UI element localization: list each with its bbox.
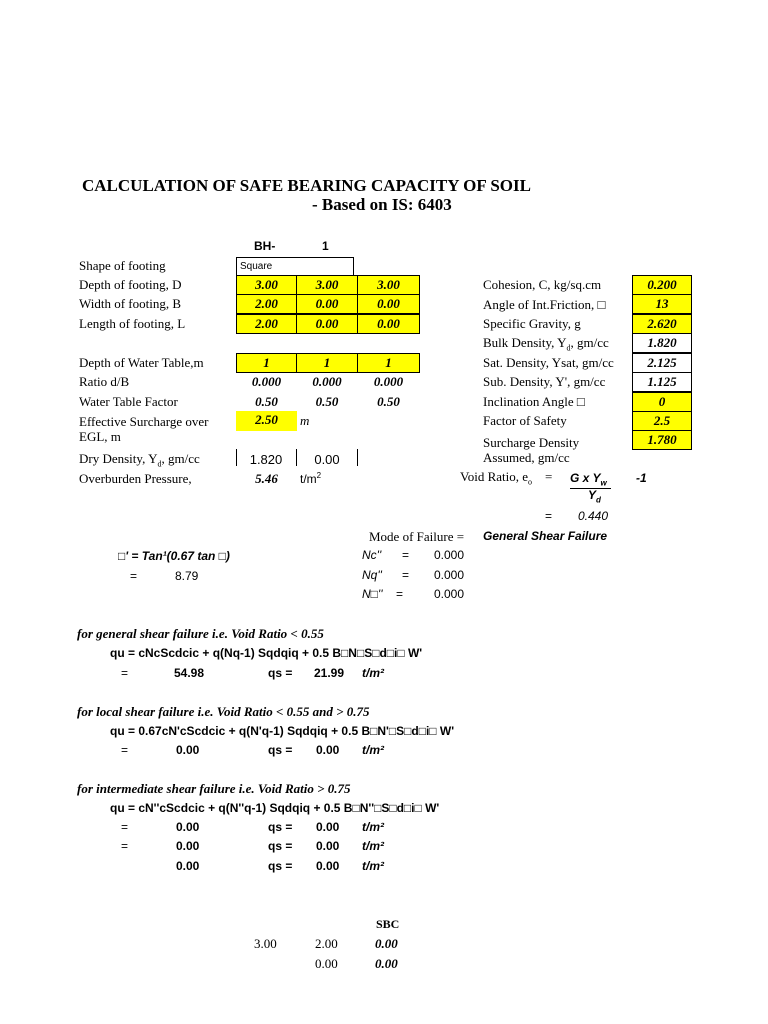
ratio-value-3: 0.000	[373, 374, 404, 389]
depth-cell-1[interactable]: 3.00	[236, 275, 297, 295]
width-cell-3[interactable]: 0.00	[357, 294, 420, 314]
phi-eq-sign: =	[130, 569, 138, 583]
general-unit: t/m²	[362, 666, 384, 680]
dry-density-label: Dry Density, $Y_d$, gm/cc	[79, 451, 200, 469]
intermediate-row2-qs-label: qs =	[268, 839, 293, 853]
cohesion-cell[interactable]: 0.200	[632, 275, 692, 295]
ratio-value-2: 0.000	[312, 374, 342, 389]
local-qu: 0.00	[176, 743, 200, 757]
page-subtitle: - Based on IS: 6403	[312, 195, 452, 214]
local-qs-label: qs =	[268, 743, 293, 757]
general-formula: qu = cNcScdcic + q(Nq-1) Sqdqiq + 0.5 B□N□S□d□i□ W'	[110, 646, 423, 660]
incl-cell[interactable]: 0	[632, 392, 692, 412]
bh-label: BH-	[254, 239, 276, 253]
intermediate-row2-eq: =	[121, 839, 129, 853]
width-cell-2[interactable]: 0.00	[296, 294, 358, 314]
sbc-row1-width: 2.00	[315, 936, 338, 951]
wt-depth-cell-3[interactable]: 1	[357, 353, 420, 373]
sd-label-line2: Assumed, gm/cc	[483, 450, 570, 465]
void-eq: =	[545, 469, 553, 484]
length-cell-1[interactable]: 2.00	[236, 314, 297, 334]
factor-nc-value: 0.000	[434, 548, 465, 562]
intermediate-row3-qs: 0.00	[316, 859, 340, 873]
intermediate-heading: for intermediate shear failure i.e. Void Ratio > 0.75	[77, 781, 351, 796]
intermediate-row1-eq: =	[121, 820, 129, 834]
local-qs: 0.00	[316, 743, 340, 757]
friction-cell[interactable]: 13	[632, 294, 692, 314]
void-numerator: G x $Y_w$	[570, 471, 611, 489]
incl-label: Inclination Angle □	[483, 394, 585, 409]
surcharge-label-line1: Effective Surcharge over	[79, 414, 209, 429]
intermediate-row2-qu: 0.00	[176, 839, 200, 853]
overburden-unit: $t/m^2$	[300, 471, 322, 486]
general-qu: 54.98	[174, 666, 205, 680]
ratio-value-1: 0.000	[251, 374, 282, 389]
mode-value: General Shear Failure	[483, 529, 608, 543]
dry-density-value-2: 0.00	[314, 452, 340, 467]
intermediate-row1-qs: 0.00	[316, 820, 340, 834]
length-cell-3[interactable]: 0.00	[357, 314, 420, 334]
cohesion-label: Cohesion, C, kg/sq.cm	[483, 277, 602, 292]
bh-value: 1	[322, 239, 329, 253]
shape-label: Shape of footing	[79, 258, 166, 273]
sbc-header: SBC	[376, 917, 400, 931]
wtf-label: Water Table Factor	[79, 394, 178, 409]
depth-cell-3[interactable]: 3.00	[357, 275, 420, 295]
factor-ng-value: 0.000	[434, 587, 465, 601]
general-qs: 21.99	[314, 666, 345, 680]
sbc-row2-value: 0.00	[375, 956, 398, 971]
phi-equation: □' = Tan¹(0.67 tan □)	[118, 549, 230, 563]
sbc-row1-value: 0.00	[375, 936, 398, 951]
depth-cell-2[interactable]: 3.00	[296, 275, 358, 295]
factor-nq-eq: =	[402, 568, 410, 582]
intermediate-row1-qs-label: qs =	[268, 820, 293, 834]
void-label: Void Ratio, $e_o$	[460, 469, 533, 487]
sat-cell: 2.125	[632, 353, 692, 373]
sat-label: Sat. Density, Ysat, gm/cc	[483, 355, 614, 370]
sbc-row2-width: 0.00	[315, 956, 338, 971]
ratio-label: Ratio d/B	[79, 374, 130, 389]
bulk-cell: 1.820	[632, 333, 692, 353]
sg-cell[interactable]: 2.620	[632, 314, 692, 334]
bulk-label: Bulk Density, $Y_d$, gm/cc	[483, 335, 609, 353]
page-title: CALCULATION OF SAFE BEARING CAPACITY OF SOIL	[82, 176, 531, 195]
shape-value: Square	[240, 261, 273, 272]
void-minus-one: -1	[636, 471, 647, 485]
surcharge-unit: m	[300, 413, 310, 428]
wt-depth-label: Depth of Water Table,m	[79, 355, 204, 370]
phi-value: 8.79	[175, 569, 199, 583]
intermediate-row2-unit: t/m²	[362, 839, 384, 853]
friction-label: Angle of Int.Friction, □	[483, 297, 606, 312]
subd-label: Sub. Density, Y', gm/cc	[483, 374, 606, 389]
general-eq: =	[121, 666, 129, 680]
factor-nc-name: Nc''	[362, 548, 382, 562]
general-heading: for general shear failure i.e. Void Ratio < 0.55	[77, 626, 324, 641]
overburden-value: 5.46	[255, 471, 278, 486]
local-eq: =	[121, 743, 129, 757]
intermediate-row2-qs: 0.00	[316, 839, 340, 853]
factor-ng-eq: =	[396, 587, 404, 601]
fos-label: Factor of Safety	[483, 413, 567, 428]
wt-depth-cell-1[interactable]: 1	[236, 353, 297, 373]
local-heading: for local shear failure i.e. Void Ratio < 0.55 and > 0.75	[77, 704, 370, 719]
factor-nq-value: 0.000	[434, 568, 465, 582]
factor-nq-name: Nq''	[362, 568, 382, 582]
intermediate-row3-unit: t/m²	[362, 859, 384, 873]
factor-ng-name: N□''	[362, 587, 383, 601]
mode-label: Mode of Failure =	[369, 529, 465, 544]
intermediate-formula: qu = cN''cScdcic + q(N''q-1) Sqdqiq + 0.5 B□N''□S□d□i□ W'	[110, 801, 440, 815]
sg-label: Specific Gravity, g	[483, 316, 581, 331]
intermediate-row1-qu: 0.00	[176, 820, 200, 834]
depth-label: Depth of footing, D	[79, 277, 182, 292]
width-label: Width of footing, B	[79, 296, 182, 311]
intermediate-row3-qu: 0.00	[176, 859, 200, 873]
surcharge-label-line2: EGL, m	[79, 429, 121, 444]
shape-select[interactable]	[236, 257, 354, 276]
void-denominator: $Y_d$	[588, 488, 601, 505]
wt-depth-cell-2[interactable]: 1	[296, 353, 358, 373]
intermediate-row3-qs-label: qs =	[268, 859, 293, 873]
void-eq-2: =	[545, 509, 553, 523]
sd-cell[interactable]: 1.780	[632, 430, 692, 450]
local-unit: t/m²	[362, 743, 384, 757]
subd-cell: 1.125	[632, 372, 692, 392]
wtf-value-1: 0.50	[255, 394, 278, 409]
dry-density-value-1: 1.820	[249, 452, 283, 467]
sbc-row1-depth: 3.00	[254, 936, 277, 951]
general-qs-label: qs =	[268, 666, 293, 680]
wtf-value-3: 0.50	[377, 394, 400, 409]
length-label: Length of footing, L	[79, 316, 186, 331]
surcharge-cell[interactable]: 2.50	[236, 411, 297, 431]
divider	[357, 449, 358, 466]
wtf-value-2: 0.50	[315, 394, 339, 409]
overburden-label: Overburden Pressure,	[79, 471, 192, 486]
intermediate-row1-unit: t/m²	[362, 820, 384, 834]
local-formula: qu = 0.67cN'cScdcic + q(N'q-1) Sqdqiq + 0.5 B□N'□S□d□i□ W'	[110, 724, 455, 738]
void-value: 0.440	[578, 509, 609, 523]
fos-cell[interactable]: 2.5	[632, 411, 692, 431]
factor-nc-eq: =	[402, 548, 410, 562]
length-cell-2[interactable]: 0.00	[296, 314, 358, 334]
width-cell-1[interactable]: 2.00	[236, 294, 297, 314]
sd-label-line1: Surcharge Density	[483, 435, 580, 450]
